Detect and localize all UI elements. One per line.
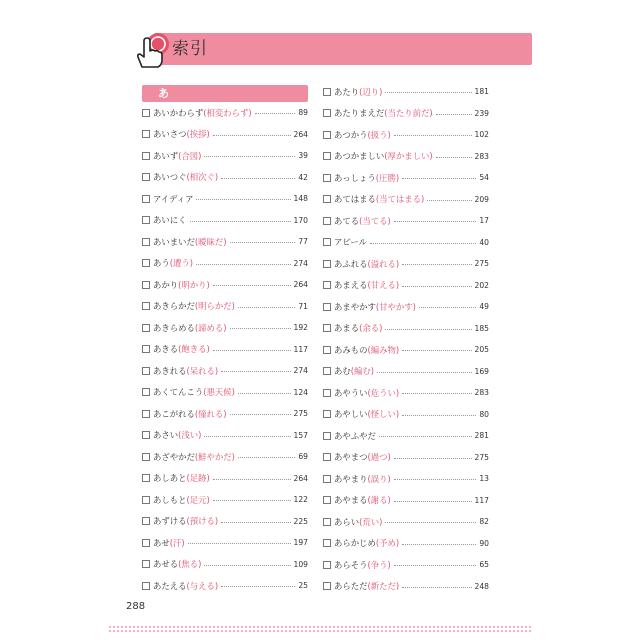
header-bar — [154, 33, 532, 65]
index-entry — [142, 235, 308, 249]
index-entry — [142, 127, 308, 141]
entry-page: 283 — [474, 151, 489, 161]
dot-leader — [238, 457, 295, 458]
checkbox-icon — [142, 173, 150, 181]
index-entry — [323, 407, 489, 421]
entry-kanji: (荒い) — [359, 516, 383, 527]
dot-leader — [370, 243, 476, 244]
dot-leader — [213, 479, 291, 480]
entry-kanji: (諦める) — [194, 322, 227, 333]
index-entry — [323, 214, 489, 228]
entry-page: 80 — [479, 409, 489, 419]
index-entry — [142, 321, 308, 335]
checkbox-icon — [142, 109, 150, 117]
dot-leader — [204, 436, 290, 437]
entry-page: 17 — [479, 216, 489, 225]
checkbox-icon — [323, 88, 331, 96]
page-number: 288 — [126, 601, 146, 612]
index-entry — [323, 321, 489, 335]
index-entry — [323, 364, 489, 378]
checkbox-icon — [323, 238, 331, 246]
entry-kanji: (圧勝) — [375, 172, 400, 183]
entry-kanji: (当てる) — [359, 215, 391, 226]
entry-page: 197 — [293, 538, 308, 547]
entry-kanji: (合図) — [178, 150, 202, 161]
entry-kanji: (挨拶) — [186, 129, 210, 139]
dot-leader — [394, 479, 477, 480]
entry-page: 109 — [293, 559, 308, 569]
index-entry — [142, 213, 308, 227]
dot-leader — [221, 371, 290, 372]
index-entry — [323, 343, 489, 357]
dot-leader — [379, 436, 472, 437]
index-entry — [142, 342, 308, 356]
dot-leader — [213, 500, 291, 501]
entry-page: 65 — [479, 560, 489, 569]
entry-word: あらただ — [334, 581, 368, 591]
index-entry — [142, 579, 308, 593]
entry-page: 283 — [474, 388, 489, 397]
entry-kanji: (預ける) — [186, 516, 219, 526]
entry-kanji: (溢れる) — [367, 258, 400, 269]
checkbox-icon — [323, 539, 331, 547]
checkbox-icon — [323, 453, 331, 461]
entry-kanji: (与える) — [186, 580, 219, 591]
entry-word: あたり — [334, 86, 360, 97]
entry-page: 13 — [479, 474, 489, 483]
dot-leader — [238, 307, 295, 308]
entry-kanji: (汗) — [169, 537, 185, 548]
dot-leader — [230, 242, 296, 243]
checkbox-icon — [142, 453, 150, 461]
checkbox-icon — [142, 302, 150, 310]
index-entry — [142, 536, 308, 550]
dot-leader — [402, 393, 471, 394]
entry-word: アイディア — [153, 193, 194, 204]
checkbox-icon — [142, 324, 150, 332]
entry-kanji: (編み物) — [367, 344, 400, 355]
dot-leader — [196, 264, 290, 265]
entry-page: 202 — [474, 280, 489, 290]
entry-kanji: (相次ぐ) — [186, 172, 219, 182]
checkbox-icon — [323, 475, 331, 483]
footer-dot-pattern — [108, 625, 532, 633]
entry-word: あさい — [153, 430, 179, 440]
checkbox-icon — [323, 496, 331, 504]
entry-page: 181 — [474, 87, 489, 96]
entry-kanji: (謝る) — [367, 495, 391, 505]
dot-leader — [213, 350, 291, 351]
index-entry — [323, 558, 489, 572]
entry-page: 281 — [474, 431, 489, 440]
index-entry — [323, 149, 489, 163]
entry-word: あいまいだ — [153, 236, 195, 247]
checkbox-icon — [142, 238, 150, 246]
checkbox-icon — [323, 109, 331, 117]
dot-leader — [394, 458, 472, 459]
checkbox-icon — [323, 174, 331, 182]
dot-leader — [402, 350, 471, 351]
entry-kanji: (明かり) — [178, 279, 210, 290]
dot-leader — [394, 565, 477, 566]
dot-leader — [204, 565, 290, 566]
entry-page: 117 — [293, 344, 308, 354]
entry-kanji: (新ただ) — [367, 581, 400, 591]
entry-page: 89 — [298, 108, 308, 117]
entry-kanji: (予め) — [375, 538, 400, 548]
entry-word: あむ — [334, 366, 351, 376]
entry-word: あやふやだ — [334, 430, 376, 441]
dot-leader — [238, 393, 291, 394]
dot-leader — [190, 221, 291, 222]
entry-word: あきらめる — [153, 322, 195, 333]
entry-page: 205 — [474, 345, 489, 354]
checkbox-icon — [323, 131, 331, 139]
entry-page: 77 — [298, 237, 308, 246]
checkbox-icon — [142, 539, 150, 547]
checkbox-icon — [142, 367, 150, 375]
pointing-hand-icon — [132, 27, 172, 71]
dot-leader — [402, 286, 471, 287]
checkbox-icon — [142, 281, 150, 289]
checkbox-icon — [142, 496, 150, 504]
checkbox-icon — [142, 259, 150, 267]
dot-leader — [213, 285, 291, 286]
entry-word: あらい — [334, 516, 360, 527]
entry-word: あつかましい — [334, 151, 385, 161]
index-entry — [323, 278, 489, 292]
entry-page: 25 — [298, 581, 308, 590]
entry-word: あつかう — [334, 129, 368, 140]
index-entry — [323, 171, 489, 185]
entry-page: 69 — [298, 452, 308, 461]
entry-kanji: (誤り) — [367, 473, 391, 484]
entry-word: あてる — [334, 215, 360, 226]
entry-page: 82 — [479, 517, 489, 526]
entry-kanji: (足元) — [186, 494, 210, 505]
checkbox-icon — [142, 345, 150, 353]
entry-kanji: (過つ) — [367, 452, 391, 462]
entry-page: 274 — [293, 258, 308, 268]
dot-leader — [196, 199, 290, 200]
entry-kanji: (相変わらず) — [203, 107, 252, 118]
checkbox-icon — [142, 431, 150, 439]
checkbox-icon — [142, 582, 150, 590]
entry-kanji: (曖昧だ) — [194, 236, 227, 247]
entry-kanji: (怪しい) — [367, 409, 400, 419]
index-entry — [323, 106, 489, 120]
checkbox-icon — [142, 410, 150, 418]
entry-word: あやうい — [334, 387, 368, 398]
checkbox-icon — [323, 324, 331, 332]
entry-page: 264 — [293, 280, 308, 289]
entry-kanji: (悪天候) — [203, 387, 235, 397]
dot-leader — [230, 414, 291, 415]
entry-kanji: (余る) — [359, 323, 383, 333]
kana-section-badge — [142, 85, 308, 102]
dot-leader — [221, 178, 295, 179]
entry-page: 264 — [293, 473, 308, 483]
entry-word: あやまつ — [334, 452, 368, 462]
dot-leader — [402, 415, 476, 416]
checkbox-icon — [142, 474, 150, 482]
entry-kanji: (甘える) — [367, 280, 400, 290]
checkbox-icon — [142, 130, 150, 138]
index-entry — [142, 192, 308, 206]
dot-leader — [394, 135, 472, 136]
entry-word: あいず — [153, 150, 179, 161]
entry-word: あいさつ — [153, 129, 187, 139]
index-entry — [323, 536, 489, 550]
checkbox-icon — [142, 216, 150, 224]
index-entry — [142, 514, 308, 528]
entry-page: 124 — [293, 387, 308, 397]
checkbox-icon — [323, 152, 331, 160]
index-entry — [323, 515, 489, 529]
entry-word: あまやかす — [334, 301, 376, 312]
dot-leader — [402, 587, 471, 588]
index-entry — [323, 300, 489, 314]
checkbox-icon — [323, 195, 331, 203]
entry-word: あたえる — [153, 580, 187, 591]
checkbox-icon — [323, 518, 331, 526]
entry-page: 148 — [293, 194, 308, 203]
index-header — [132, 27, 532, 71]
checkbox-icon — [323, 367, 331, 375]
checkbox-icon — [142, 195, 150, 203]
entry-kanji: (憧れる) — [194, 408, 227, 419]
entry-page: 71 — [298, 301, 308, 311]
entry-page: 209 — [474, 194, 489, 204]
checkbox-icon — [323, 582, 331, 590]
index-entry — [142, 428, 308, 442]
dot-leader — [427, 200, 471, 201]
index-entry — [142, 170, 308, 184]
dot-leader — [221, 522, 290, 523]
dot-leader — [255, 113, 296, 114]
entry-word: あこがれる — [153, 408, 195, 419]
entry-kanji: (鮮やかだ) — [194, 451, 235, 462]
index-entry — [142, 106, 308, 120]
entry-word: あいつぐ — [153, 172, 187, 182]
dot-leader — [377, 372, 471, 373]
index-entry — [323, 429, 489, 443]
entry-page: 192 — [293, 323, 308, 332]
dot-leader — [188, 543, 291, 544]
entry-page: 90 — [479, 538, 489, 548]
entry-kanji: (浅い) — [178, 430, 202, 440]
entry-word: あらかじめ — [334, 538, 376, 548]
page-title: 索引 — [172, 39, 208, 59]
entry-page: 264 — [293, 129, 308, 139]
entry-word: あしあと — [153, 473, 187, 483]
checkbox-icon — [142, 388, 150, 396]
dot-leader — [385, 522, 476, 523]
entry-word: あしもと — [153, 494, 187, 505]
entry-word: あう — [153, 258, 170, 268]
entry-word: あやまる — [334, 495, 368, 505]
checkbox-icon — [323, 432, 331, 440]
index-entry — [142, 364, 308, 378]
entry-page: 122 — [293, 495, 308, 504]
entry-page: 248 — [474, 581, 489, 591]
entry-word: あふれる — [334, 258, 368, 269]
entry-word: あいにく — [153, 215, 187, 225]
entry-page: 275 — [293, 409, 308, 418]
entry-kanji: (編む) — [350, 366, 375, 376]
entry-word: あきる — [153, 344, 179, 354]
entry-kanji: (足跡) — [186, 473, 210, 483]
entry-kanji: (辺り) — [359, 86, 383, 97]
index-entry — [142, 385, 308, 399]
kana-label: あ — [158, 87, 169, 100]
entry-word: あてはまる — [334, 194, 376, 204]
entry-page: 275 — [474, 452, 489, 462]
entry-word: アピール — [334, 237, 367, 247]
entry-page: 274 — [293, 366, 308, 375]
entry-word: あらそう — [334, 559, 368, 570]
entry-word: あかり — [153, 279, 179, 290]
dot-leader — [385, 92, 471, 93]
entry-page: 54 — [479, 173, 489, 182]
entry-word: あきらかだ — [153, 301, 195, 311]
entry-kanji: (扱う) — [367, 129, 391, 140]
index-entry — [323, 85, 489, 99]
entry-kanji: (飽きる) — [178, 344, 210, 354]
index-entry — [142, 493, 308, 507]
entry-page: 49 — [479, 302, 489, 311]
index-entry — [142, 299, 308, 313]
entry-kanji: (危うい) — [367, 387, 400, 398]
entry-kanji: (焦る) — [178, 559, 202, 569]
entry-word: あせ — [153, 537, 170, 548]
entry-word: あきれる — [153, 365, 187, 376]
index-entry — [323, 579, 489, 593]
entry-page: 239 — [474, 108, 489, 118]
dot-leader — [213, 135, 291, 136]
entry-word: あせる — [153, 559, 179, 569]
dot-leader — [402, 178, 476, 179]
entry-page: 40 — [479, 237, 489, 247]
index-entry — [323, 192, 489, 206]
dot-leader — [221, 586, 295, 587]
entry-page: 170 — [293, 215, 308, 225]
index-entry — [142, 149, 308, 163]
entry-page: 157 — [293, 430, 308, 440]
index-entry — [323, 472, 489, 486]
entry-page: 102 — [474, 130, 489, 139]
entry-word: あやしい — [334, 409, 368, 419]
entry-word: あいかわらず — [153, 107, 204, 118]
entry-kanji: (甘やかす) — [375, 301, 416, 312]
index-entry — [142, 450, 308, 464]
entry-page: 275 — [474, 259, 489, 268]
checkbox-icon — [323, 217, 331, 225]
checkbox-icon — [142, 152, 150, 160]
dot-leader — [419, 307, 476, 308]
entry-kanji: (争う) — [367, 559, 391, 570]
entry-word: あまえる — [334, 280, 368, 290]
checkbox-icon — [323, 303, 331, 311]
checkbox-icon — [323, 346, 331, 354]
index-entry — [323, 235, 489, 249]
dot-leader — [394, 221, 477, 222]
entry-word: あやまり — [334, 473, 368, 484]
dot-leader — [204, 156, 295, 157]
checkbox-icon — [323, 389, 331, 397]
index-entry — [142, 278, 308, 292]
dot-leader — [394, 501, 472, 502]
dot-leader — [436, 157, 472, 158]
checkbox-icon — [323, 561, 331, 569]
entry-word: あくてんこう — [153, 387, 204, 397]
dot-leader — [436, 114, 472, 115]
checkbox-icon — [323, 281, 331, 289]
index-entry — [142, 557, 308, 571]
entry-word: あずける — [153, 516, 187, 526]
dot-leader — [385, 329, 471, 330]
checkbox-icon — [323, 260, 331, 268]
entry-kanji: (当たり前だ) — [384, 108, 433, 118]
index-entry — [323, 493, 489, 507]
entry-page: 169 — [474, 366, 489, 376]
index-entry — [323, 128, 489, 142]
dot-leader — [230, 328, 291, 329]
entry-kanji: (呆れる) — [186, 365, 219, 376]
index-entry — [323, 386, 489, 400]
entry-page: 225 — [293, 516, 308, 526]
index-entry — [142, 407, 308, 421]
entry-word: あざやかだ — [153, 451, 195, 462]
index-entry — [323, 450, 489, 464]
index-entry — [142, 471, 308, 485]
entry-word: あみもの — [334, 344, 368, 355]
entry-word: あたりまえだ — [334, 108, 385, 118]
entry-page: 117 — [474, 495, 489, 505]
index-entry — [142, 256, 308, 270]
checkbox-icon — [142, 560, 150, 568]
entry-word: あっしょう — [334, 172, 376, 183]
entry-kanji: (遭う) — [169, 258, 194, 268]
checkbox-icon — [142, 517, 150, 525]
entry-page: 42 — [298, 172, 308, 182]
entry-page: 185 — [474, 323, 489, 333]
dot-leader — [402, 264, 471, 265]
entry-kanji: (当てはまる) — [375, 194, 425, 204]
dot-leader — [402, 544, 476, 545]
entry-kanji: (厚かましい) — [384, 151, 433, 161]
entry-word: あまる — [334, 323, 360, 333]
index-entry — [323, 257, 489, 271]
entry-kanji: (明らかだ) — [194, 301, 235, 311]
checkbox-icon — [323, 410, 331, 418]
entry-page: 39 — [298, 151, 308, 160]
